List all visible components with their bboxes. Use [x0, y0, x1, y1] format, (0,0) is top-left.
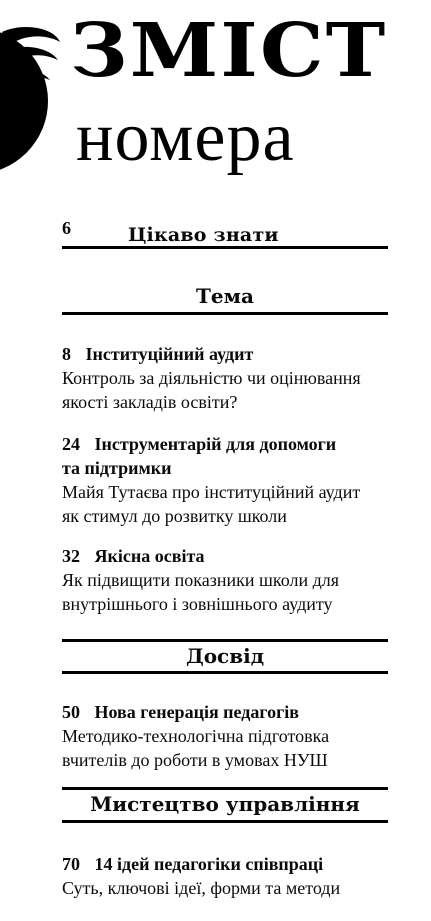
- entry-title-text: Нова генерація педагогів: [94, 702, 300, 722]
- toc-entry[interactable]: [62, 342, 392, 414]
- toc-entry[interactable]: [62, 852, 392, 900]
- entry-title-text: Якісна освіта: [94, 546, 205, 566]
- divider-rule: [62, 787, 388, 790]
- entry-title-text: 14 ідей педагогіки співпраці: [94, 854, 324, 874]
- entry-page-number: 8: [62, 344, 71, 364]
- entry-title: [62, 342, 392, 366]
- divider-rule: [62, 639, 388, 642]
- entry-description-line: Майя Тутаєва про інституційний аудит: [62, 482, 361, 502]
- entry-description-line: Як підвищити показники школи для: [62, 570, 340, 590]
- entry-description-line: Методико-технологічна підготовка: [62, 726, 330, 746]
- entry-description-line: внутрішнього і зовнішнього аудиту: [62, 594, 333, 614]
- section-heading-dosvid: Досвід: [185, 644, 265, 668]
- entry-title-text: Інструментарій для допомоги: [94, 434, 337, 454]
- intro-title: Цікаво знати: [128, 224, 279, 246]
- entry-page-number: 70: [62, 854, 80, 874]
- divider-rule: [62, 820, 388, 823]
- page-subtitle: номера: [76, 99, 295, 176]
- divider-rule: [62, 312, 388, 315]
- divider-rule: [62, 246, 388, 249]
- divider-rule: [62, 671, 388, 674]
- entry-description-line: якості закладів освіти?: [62, 392, 238, 412]
- entry-description-line: Суть, ключові ідеї, форми та методи: [62, 878, 341, 898]
- entry-page-number: 50: [62, 702, 80, 722]
- entry-description-line: Контроль за діяльністю чи оцінювання: [62, 368, 361, 388]
- header: [0, 0, 431, 190]
- entry-title: [62, 700, 392, 724]
- entry-description-line: вчителів до роботи в умовах НУШ: [62, 750, 328, 770]
- logo-swoosh-icon: [0, 20, 64, 108]
- intro-page-number: 6: [62, 218, 71, 238]
- entry-page-number: 24: [62, 434, 80, 454]
- entry-title-continuation: та підтримки: [62, 458, 172, 478]
- toc-entry[interactable]: [62, 432, 392, 528]
- entry-page-number: 32: [62, 546, 80, 566]
- entry-description-line: як стимул до розвитку школи: [62, 506, 287, 526]
- section-heading-management: Мистецтво управління: [90, 792, 360, 816]
- entry-title: [62, 432, 392, 456]
- entry-title: [62, 544, 392, 568]
- entry-title-text: Інституційний аудит: [85, 344, 254, 364]
- section-heading-tema: Тема: [196, 284, 254, 308]
- toc-entry[interactable]: [62, 544, 392, 616]
- entry-title: [62, 852, 392, 876]
- toc-entry[interactable]: [62, 700, 392, 772]
- page-title: ЗМІСТ: [70, 8, 388, 94]
